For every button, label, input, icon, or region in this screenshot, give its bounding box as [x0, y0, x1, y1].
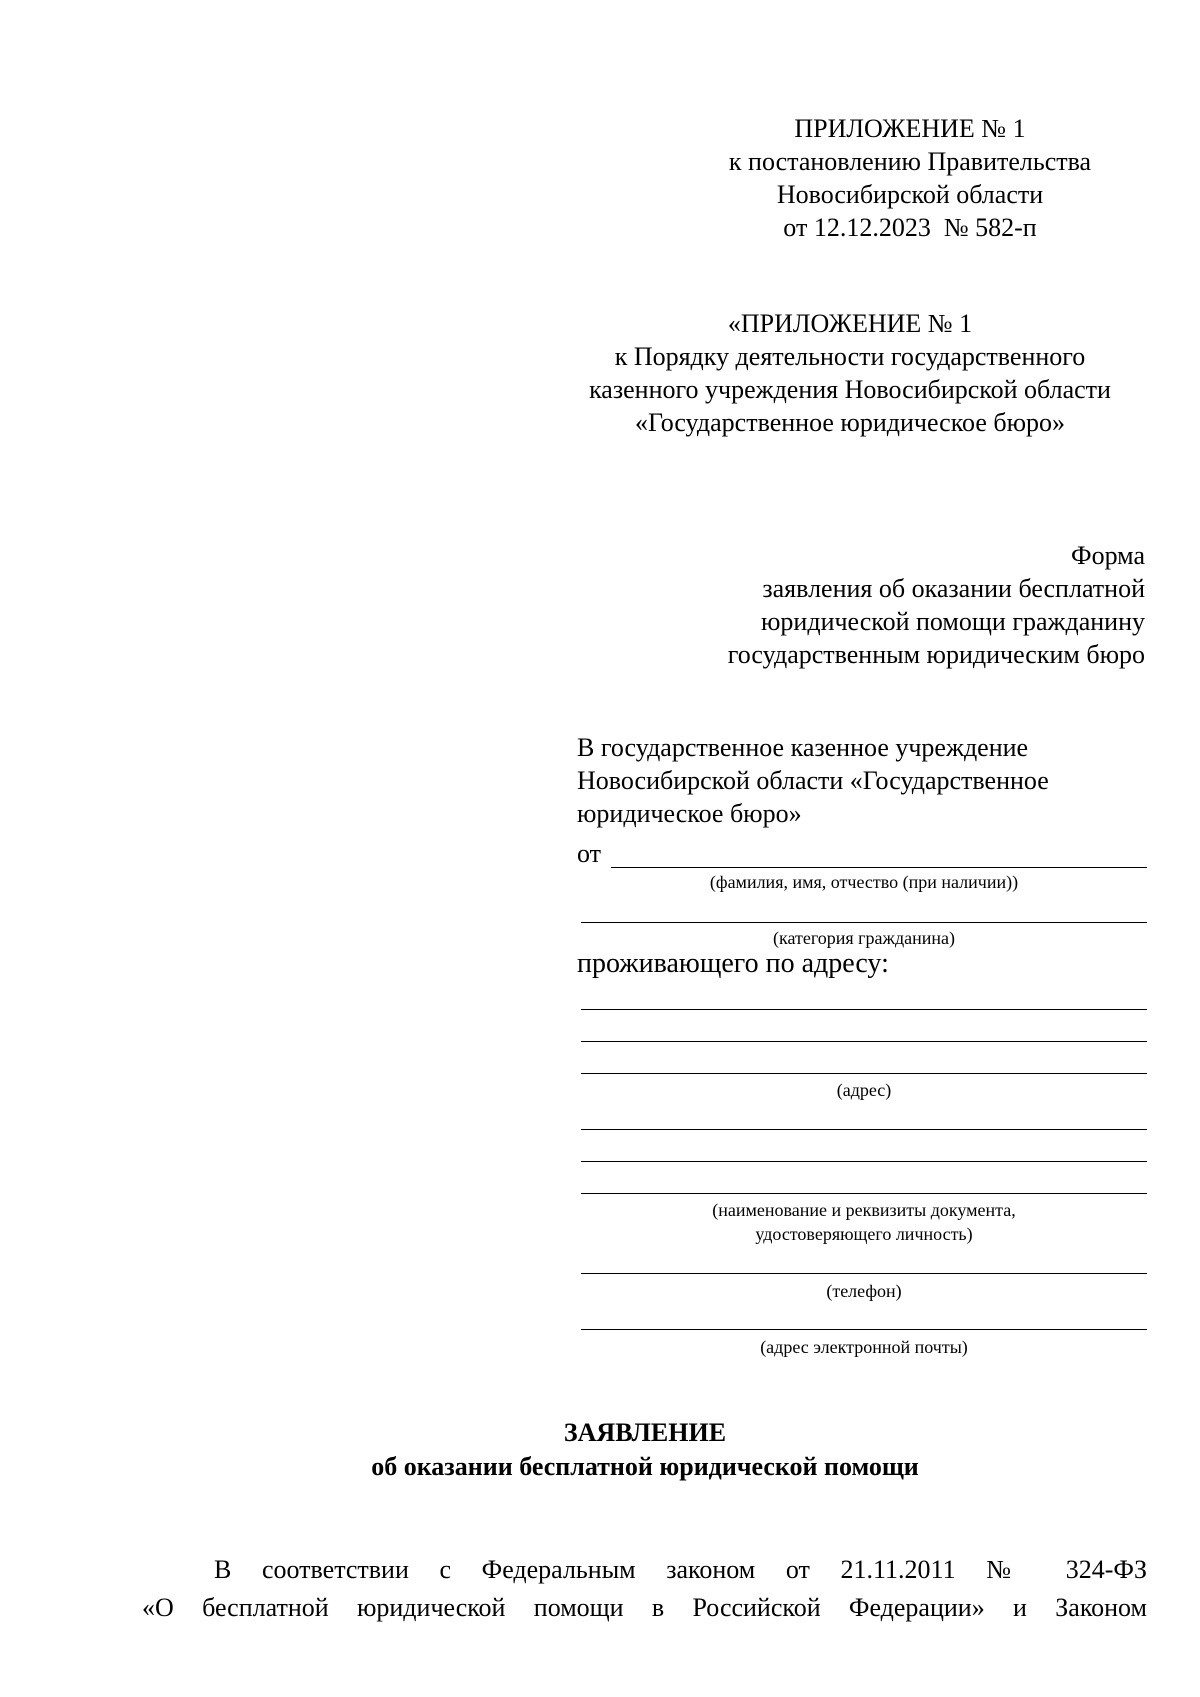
residing-label: проживающего по адресу:	[577, 948, 889, 979]
from-row	[577, 837, 1147, 870]
id-document-field-line-3[interactable]	[581, 1193, 1147, 1194]
id-document-caption-1: (наименование и реквизиты документа,	[712, 1200, 1016, 1220]
order-header-line: казенного учреждения Новосибирской области	[589, 375, 1111, 404]
appendix-header-line: Новосибирской области	[776, 180, 1044, 209]
appendix-header	[700, 112, 1120, 244]
order-header-line: «Государственное юридическое бюро»	[634, 408, 1066, 437]
form-header-line: юридической помощи гражданину	[761, 607, 1145, 636]
order-appendix-header	[560, 307, 1140, 439]
form-header-line: Форма	[1071, 541, 1145, 570]
addressee-block	[577, 731, 1147, 830]
address-caption: (адрес)	[836, 1080, 892, 1100]
id-document-field-line-2[interactable]	[581, 1161, 1147, 1162]
email-caption: (адрес электронной почты)	[760, 1337, 968, 1357]
address-field-line-3[interactable]	[581, 1073, 1147, 1074]
phone-caption: (телефон)	[826, 1281, 902, 1301]
category-field[interactable]	[581, 922, 1147, 923]
body-paragraph	[142, 1551, 1147, 1627]
id-document-caption-2: удостоверяющего личность)	[755, 1224, 973, 1244]
appendix-header-line: от 12.12.2023 № 582-п	[783, 213, 1037, 242]
address-field-line-2[interactable]	[581, 1041, 1147, 1042]
order-header-line: к Порядку деятельности государственного	[614, 342, 1086, 371]
statement-title-line-1: ЗАЯВЛЕНИЕ	[563, 1418, 727, 1447]
from-label: от	[577, 839, 602, 868]
addressee-line: В государственное казенное учреждение	[577, 733, 1029, 762]
addressee-line: Новосибирской области «Государственное	[577, 766, 1049, 795]
phone-field[interactable]	[581, 1273, 1147, 1274]
form-header-line: заявления об оказании бесплатной	[762, 574, 1145, 603]
address-field-line-1[interactable]	[581, 1009, 1147, 1010]
body-line-1: В соответствии с Федеральным законом от 21.11.2011 № 324-ФЗ	[214, 1555, 1147, 1584]
appendix-header-line: ПРИЛОЖЕНИЕ № 1	[794, 114, 1026, 143]
order-header-line: «ПРИЛОЖЕНИЕ № 1	[727, 309, 973, 338]
form-header-line: государственным юридическим бюро	[727, 640, 1145, 669]
full-name-field[interactable]	[611, 867, 1147, 868]
full-name-caption: (фамилия, имя, отчество (при наличии))	[709, 872, 1019, 892]
email-field[interactable]	[581, 1329, 1147, 1330]
id-document-field-line-1[interactable]	[581, 1129, 1147, 1130]
appendix-header-line: к постановлению Правительства	[728, 147, 1092, 176]
statement-title	[0, 1416, 1200, 1484]
form-header	[560, 539, 1145, 671]
addressee-line: юридическое бюро»	[577, 799, 802, 828]
category-caption: (категория гражданина)	[772, 928, 956, 948]
statement-title-line-2: об оказании бесплатной юридической помощи	[371, 1452, 919, 1481]
body-line-2: «О бесплатной юридической помощи в Российской Федерации» и Законом	[142, 1593, 1147, 1622]
